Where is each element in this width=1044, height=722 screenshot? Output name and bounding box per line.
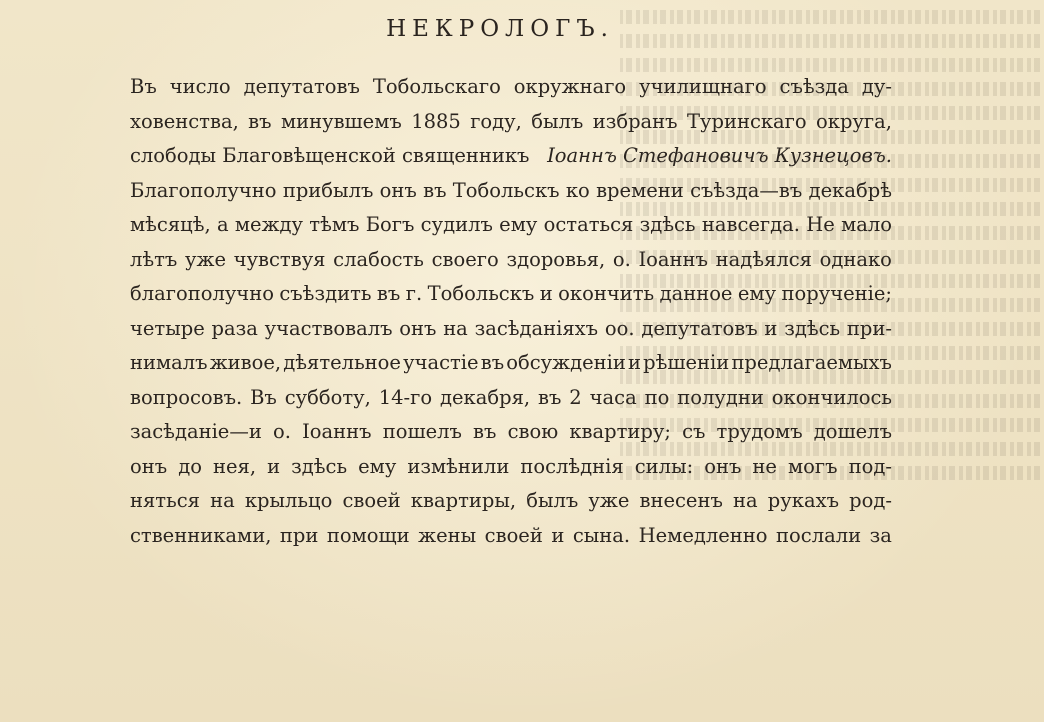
text-word: Тобольскаго [372, 75, 501, 98]
text-word: раза [211, 316, 258, 340]
text-word: Тобольскъ [452, 178, 560, 202]
text-word: ду- [861, 75, 892, 98]
text-word: избранъ [592, 109, 678, 133]
text-word: Въ [130, 75, 157, 98]
text-word: измѣнили [407, 454, 510, 478]
text-word: тѣмъ [309, 213, 360, 236]
text-word: до [178, 454, 202, 478]
text-word: и [764, 316, 778, 340]
text-word: полудни [677, 385, 764, 409]
text-line [130, 346, 892, 381]
text-word: слабость [333, 247, 424, 271]
text-word: прибылъ [282, 178, 374, 202]
text-word: на [210, 489, 235, 512]
text-word: Іоаннъ [302, 420, 372, 443]
text-line [130, 415, 892, 450]
text-word: помощи [326, 523, 410, 547]
text-word: нея, [213, 454, 257, 478]
text-word: депутатовъ [243, 75, 360, 98]
text-word: Іоаннъ [638, 247, 708, 271]
text-word: ственниками, [130, 523, 272, 547]
text-word: и [267, 454, 281, 478]
text-word: здѣсь [639, 213, 696, 236]
text-word: 2 [569, 385, 582, 409]
text-word: ко [565, 178, 590, 202]
page-title: НЕКРОЛОГЪ. [386, 16, 614, 42]
text-word: участвовалъ [264, 316, 393, 340]
text-line [130, 243, 892, 278]
text-word: былъ [526, 489, 579, 512]
text-word: въ [480, 351, 505, 374]
text-line [130, 519, 892, 554]
text-word: былъ [531, 109, 584, 133]
text-word: 1885 [411, 109, 461, 133]
text-word: мѣсяцѣ, [130, 213, 211, 236]
text-word: судилъ [420, 213, 493, 236]
text-word: онъ [704, 454, 742, 478]
text-word: окружнаго [513, 75, 627, 98]
text-word: род- [849, 489, 892, 512]
text-word: Немедленно [638, 523, 768, 547]
text-word: здѣсь [784, 316, 841, 340]
text-word: остаться [543, 213, 634, 236]
text-word: въ [473, 420, 497, 443]
text-word: вопросовъ. [130, 385, 243, 409]
text-word: и [539, 282, 553, 305]
text-word: Въ [250, 385, 277, 409]
text-word: лѣтъ [130, 247, 178, 271]
text-word: уже [185, 247, 226, 271]
text-word: ему [358, 454, 397, 478]
text-word: своей [484, 523, 543, 547]
text-word: могъ [788, 454, 838, 478]
text-word: послѣднія [520, 454, 624, 478]
text-word: ему [499, 213, 538, 236]
text-word: засѣданіе—и [130, 420, 262, 443]
text-word: за [869, 523, 892, 547]
text-word: внесенъ [639, 489, 723, 512]
text-word: пошелъ [382, 420, 462, 443]
text-word: времени [596, 178, 684, 202]
text-word: живое, [209, 351, 282, 374]
text-word: въ [248, 109, 272, 133]
text-line [130, 450, 892, 485]
text-word: и [628, 351, 641, 374]
text-word: навсегда. [701, 213, 800, 236]
text-word: крыльцо [244, 489, 333, 512]
text-word: Туринскаго [686, 109, 807, 133]
text-word: однако [819, 247, 892, 271]
text-word: Благополучно [130, 178, 277, 202]
text-word: Тобольскъ [427, 282, 535, 305]
text-word: съѣздить [279, 282, 372, 305]
text-word: свою [507, 420, 559, 443]
text-word: своего [431, 247, 499, 271]
text-word: рукахъ [767, 489, 839, 512]
text-word: онъ [399, 316, 437, 340]
text-word: Не [806, 213, 835, 236]
text-word: предлагаемыхъ [731, 351, 892, 374]
text-word: г. [405, 282, 423, 305]
text-word: дѣятельное [283, 351, 401, 374]
text-word: засѣданіяхъ [474, 316, 599, 340]
text-word: рѣшеніи [643, 351, 730, 374]
text-word: при- [846, 316, 892, 340]
text-word: уже [588, 489, 630, 512]
text-word: на [443, 316, 468, 340]
text-word: няться [130, 489, 200, 512]
text-word: трудомъ [716, 420, 803, 443]
text-word: минувшемъ [280, 109, 402, 133]
text-word: чувствуя [233, 247, 326, 271]
text-line [130, 174, 892, 209]
text-word: силы: [634, 454, 694, 478]
text-word: году, [470, 109, 522, 133]
text-word: онъ [130, 454, 168, 478]
text-word: округа, [816, 109, 892, 133]
text-word: о. [612, 247, 631, 271]
text-word: и [551, 523, 565, 547]
text-line [130, 312, 892, 347]
text-word: Богъ [365, 213, 415, 236]
text-word: оо. [604, 316, 635, 340]
text-word: мало [841, 213, 892, 236]
text-word: порученіе; [781, 282, 892, 305]
text-word: между [234, 213, 303, 236]
text-word: послали [776, 523, 862, 547]
text-word: надѣялся [715, 247, 812, 271]
text-word: обсужденіи [506, 351, 626, 374]
text-word: въ [376, 282, 401, 305]
text-word: декабрѣ [808, 178, 892, 202]
text-word: жены [418, 523, 477, 547]
text-word: под- [848, 454, 892, 478]
text-line [130, 381, 892, 416]
text-word: съ [682, 420, 706, 443]
text-word: дошелъ [813, 420, 892, 443]
text-word: 14-го [378, 385, 433, 409]
text-word: а [216, 213, 229, 236]
text-word: нималъ [130, 351, 208, 374]
text-word: участіе [403, 351, 479, 374]
text-word: въ [423, 178, 447, 202]
text-word: число [169, 75, 231, 98]
text-word: квартиры, [410, 489, 517, 512]
body-text [130, 70, 892, 553]
text-word: съѣзда [779, 75, 849, 98]
text-line-start: слободы Благовѣщенской священникъ [130, 144, 530, 167]
text-word: окончить [558, 282, 655, 305]
text-word: благополучно [130, 282, 274, 305]
text-word: квартиру; [569, 420, 671, 443]
priest-name: Іоаннъ Стефановичъ Кузнецовъ. [547, 144, 892, 167]
text-word: четыре [130, 316, 205, 340]
text-word: данное [659, 282, 733, 305]
text-word: училищнаго [639, 75, 767, 98]
text-line [130, 484, 892, 519]
text-word: депутатовъ [641, 316, 758, 340]
text-line [130, 105, 892, 140]
text-word: часа [589, 385, 637, 409]
text-word: на [733, 489, 758, 512]
text-word: декабря, [440, 385, 531, 409]
text-line [130, 139, 892, 174]
text-word: здоровья, [506, 247, 606, 271]
text-word: ховенства, [130, 109, 239, 133]
text-word: о. [273, 420, 291, 443]
text-word: по [644, 385, 670, 409]
text-word: при [279, 523, 319, 547]
text-word: не [752, 454, 777, 478]
text-word: въ [538, 385, 562, 409]
text-word: съѣзда—въ [690, 178, 803, 202]
text-word: окончилось [771, 385, 892, 409]
text-line [130, 277, 892, 312]
text-word: здѣсь [291, 454, 348, 478]
text-word: сына. [572, 523, 631, 547]
text-word: ему [737, 282, 777, 305]
text-word: субботу, [284, 385, 371, 409]
text-line [130, 208, 892, 243]
text-word: онъ [379, 178, 417, 202]
text-word: своей [342, 489, 401, 512]
text-line [130, 70, 892, 105]
